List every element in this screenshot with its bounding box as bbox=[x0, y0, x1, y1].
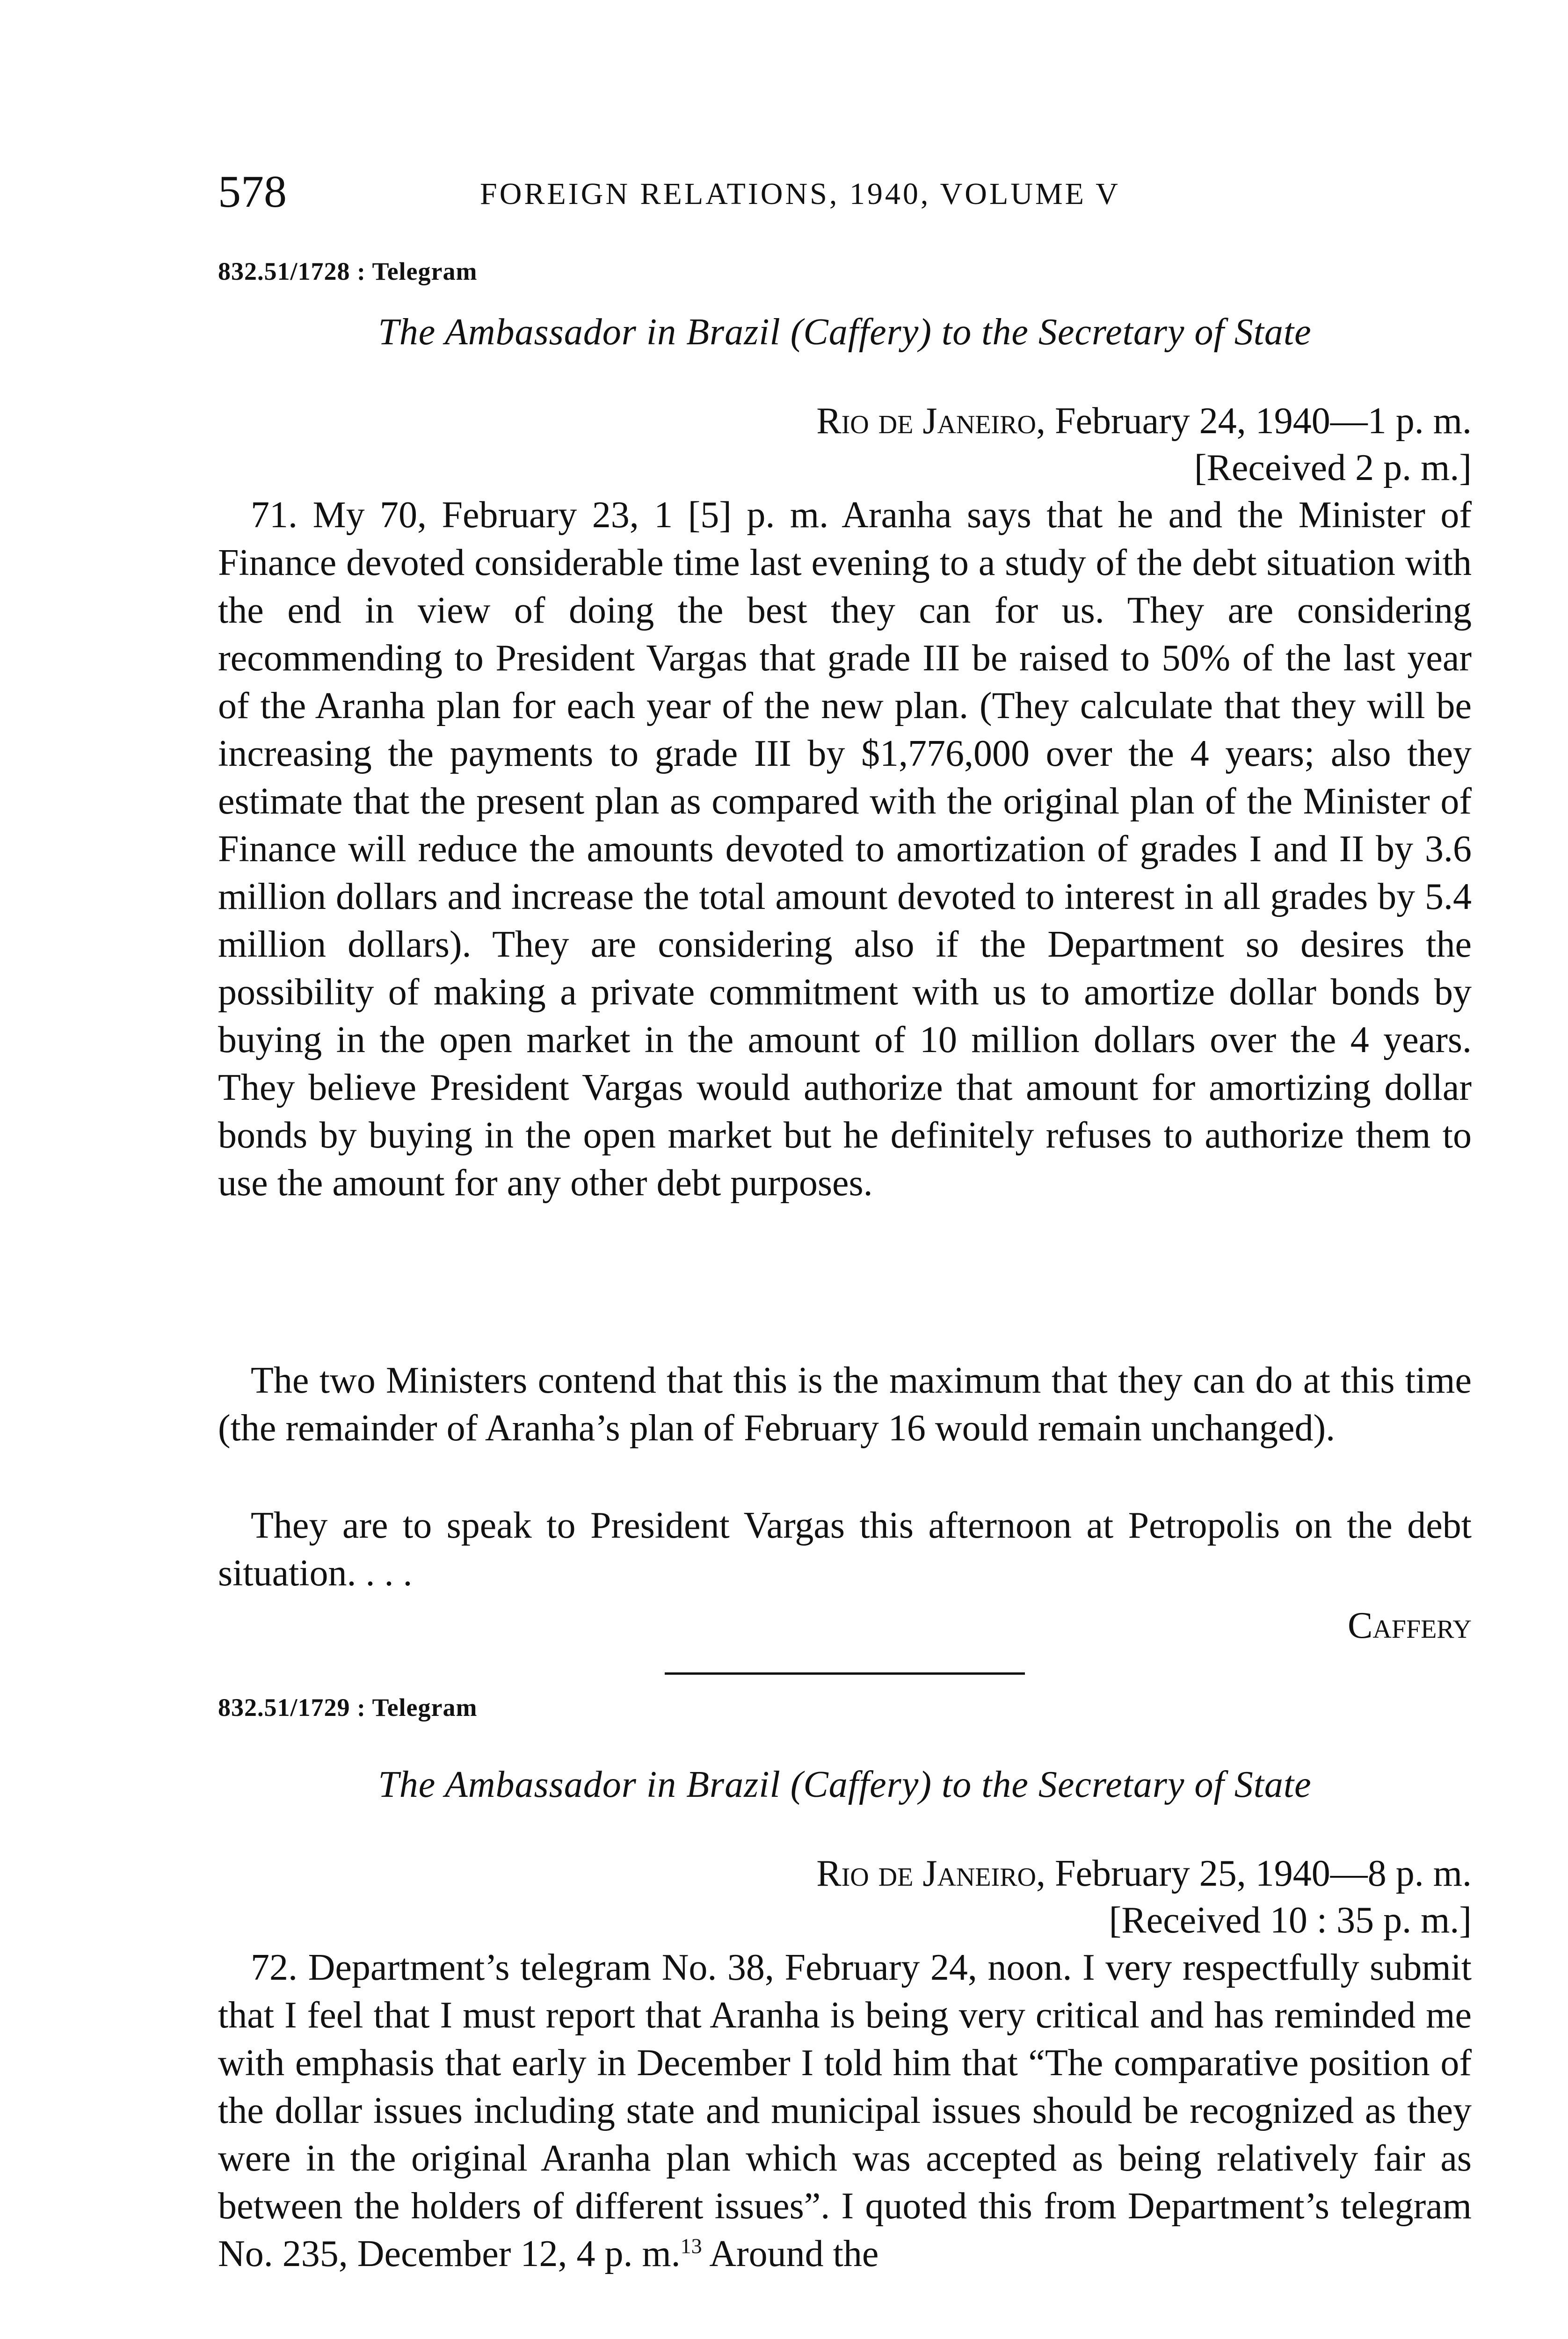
running-title: FOREIGN RELATIONS, 1940, VOLUME V bbox=[480, 177, 1120, 211]
section-divider bbox=[665, 1672, 1025, 1675]
dateline-date: , February 25, 1940—8 p. m. bbox=[1036, 1853, 1472, 1894]
paragraph-continuation: Around the bbox=[702, 2233, 879, 2274]
dateline-place: Rio de Janeiro bbox=[816, 400, 1036, 442]
dateline bbox=[816, 1848, 1472, 1899]
document-page bbox=[218, 0, 1472, 2339]
paragraph: They are to speak to President Vargas this afternoon at Petropolis on the debt situation. . . . bbox=[218, 1505, 1472, 1594]
document-heading: The Ambassador in Brazil (Caffery) to the Secretary of State bbox=[378, 312, 1312, 353]
dateline-date: , February 24, 1940—1 p. m. bbox=[1036, 400, 1472, 442]
dateline-place: Rio de Janeiro bbox=[816, 1853, 1036, 1894]
running-head bbox=[218, 166, 1472, 218]
document-heading: The Ambassador in Brazil (Caffery) to the Secretary of State bbox=[378, 1764, 1312, 1805]
received-time: [Received 2 p. m.] bbox=[1194, 447, 1472, 488]
file-reference: 832.51/1728 : Telegram bbox=[218, 257, 478, 285]
footnote-reference: 13 bbox=[680, 2234, 702, 2258]
dateline bbox=[816, 395, 1472, 447]
received-time: [Received 10 : 35 p. m.] bbox=[1109, 1900, 1472, 1941]
file-reference: 832.51/1729 : Telegram bbox=[218, 1693, 478, 1722]
paragraph bbox=[218, 1944, 1472, 2278]
paragraph-text: 72. Department’s telegram No. 38, February 24, noon. I very respectfully submit that I feel that I must report that Aranha is being very critical and has reminded me with emphasis that early in December I told him that “The comparative position of the dollar issues including state and municipal issues should be recognized as they were in the original Aranha plan which was accepted as being relatively fair as between the holders of different issues”. I quoted this from Department’s telegram No. 235, December 12, 4 p. m. bbox=[218, 1947, 1472, 2274]
page-number: 578 bbox=[218, 167, 287, 217]
paragraph: 71. My 70, February 23, 1 [5] p. m. Aranha says that he and the Minister of Finance devoted considerable time last evening to a study of the debt situation with the end in view of doing the best they can for us. They are considering recommending to President Vargas that grade III be raised to 50% of the last year of the Aranha plan for each year of the new plan. (They calculate that they will be increasing the payments to grade III by $1,776,000 over the 4 years; also they estimate that the present plan as compared with the original plan of the Minister of Finance will reduce the amounts devoted to amortization of grades I and II by 3.6 million dollars and increase the total amount devoted to interest in all grades by 5.4 million dollars). They are considering also if the Department so desires the possibility of making a private commitment with us to amortize dollar bonds by buying in the open market in the amount of 10 million dollars over the 4 years. They believe President Vargas would authorize that amount for amortizing dollar bonds by buying in the open market but he definitely refuses to authorize them to use the amount for any other debt purposes. bbox=[218, 494, 1472, 1204]
signature: Caffery bbox=[1348, 1605, 1472, 1646]
paragraph: The two Ministers contend that this is the maximum that they can do at this time (the remainder of Aranha’s plan of February 16 would remain unchanged). bbox=[218, 1360, 1472, 1449]
